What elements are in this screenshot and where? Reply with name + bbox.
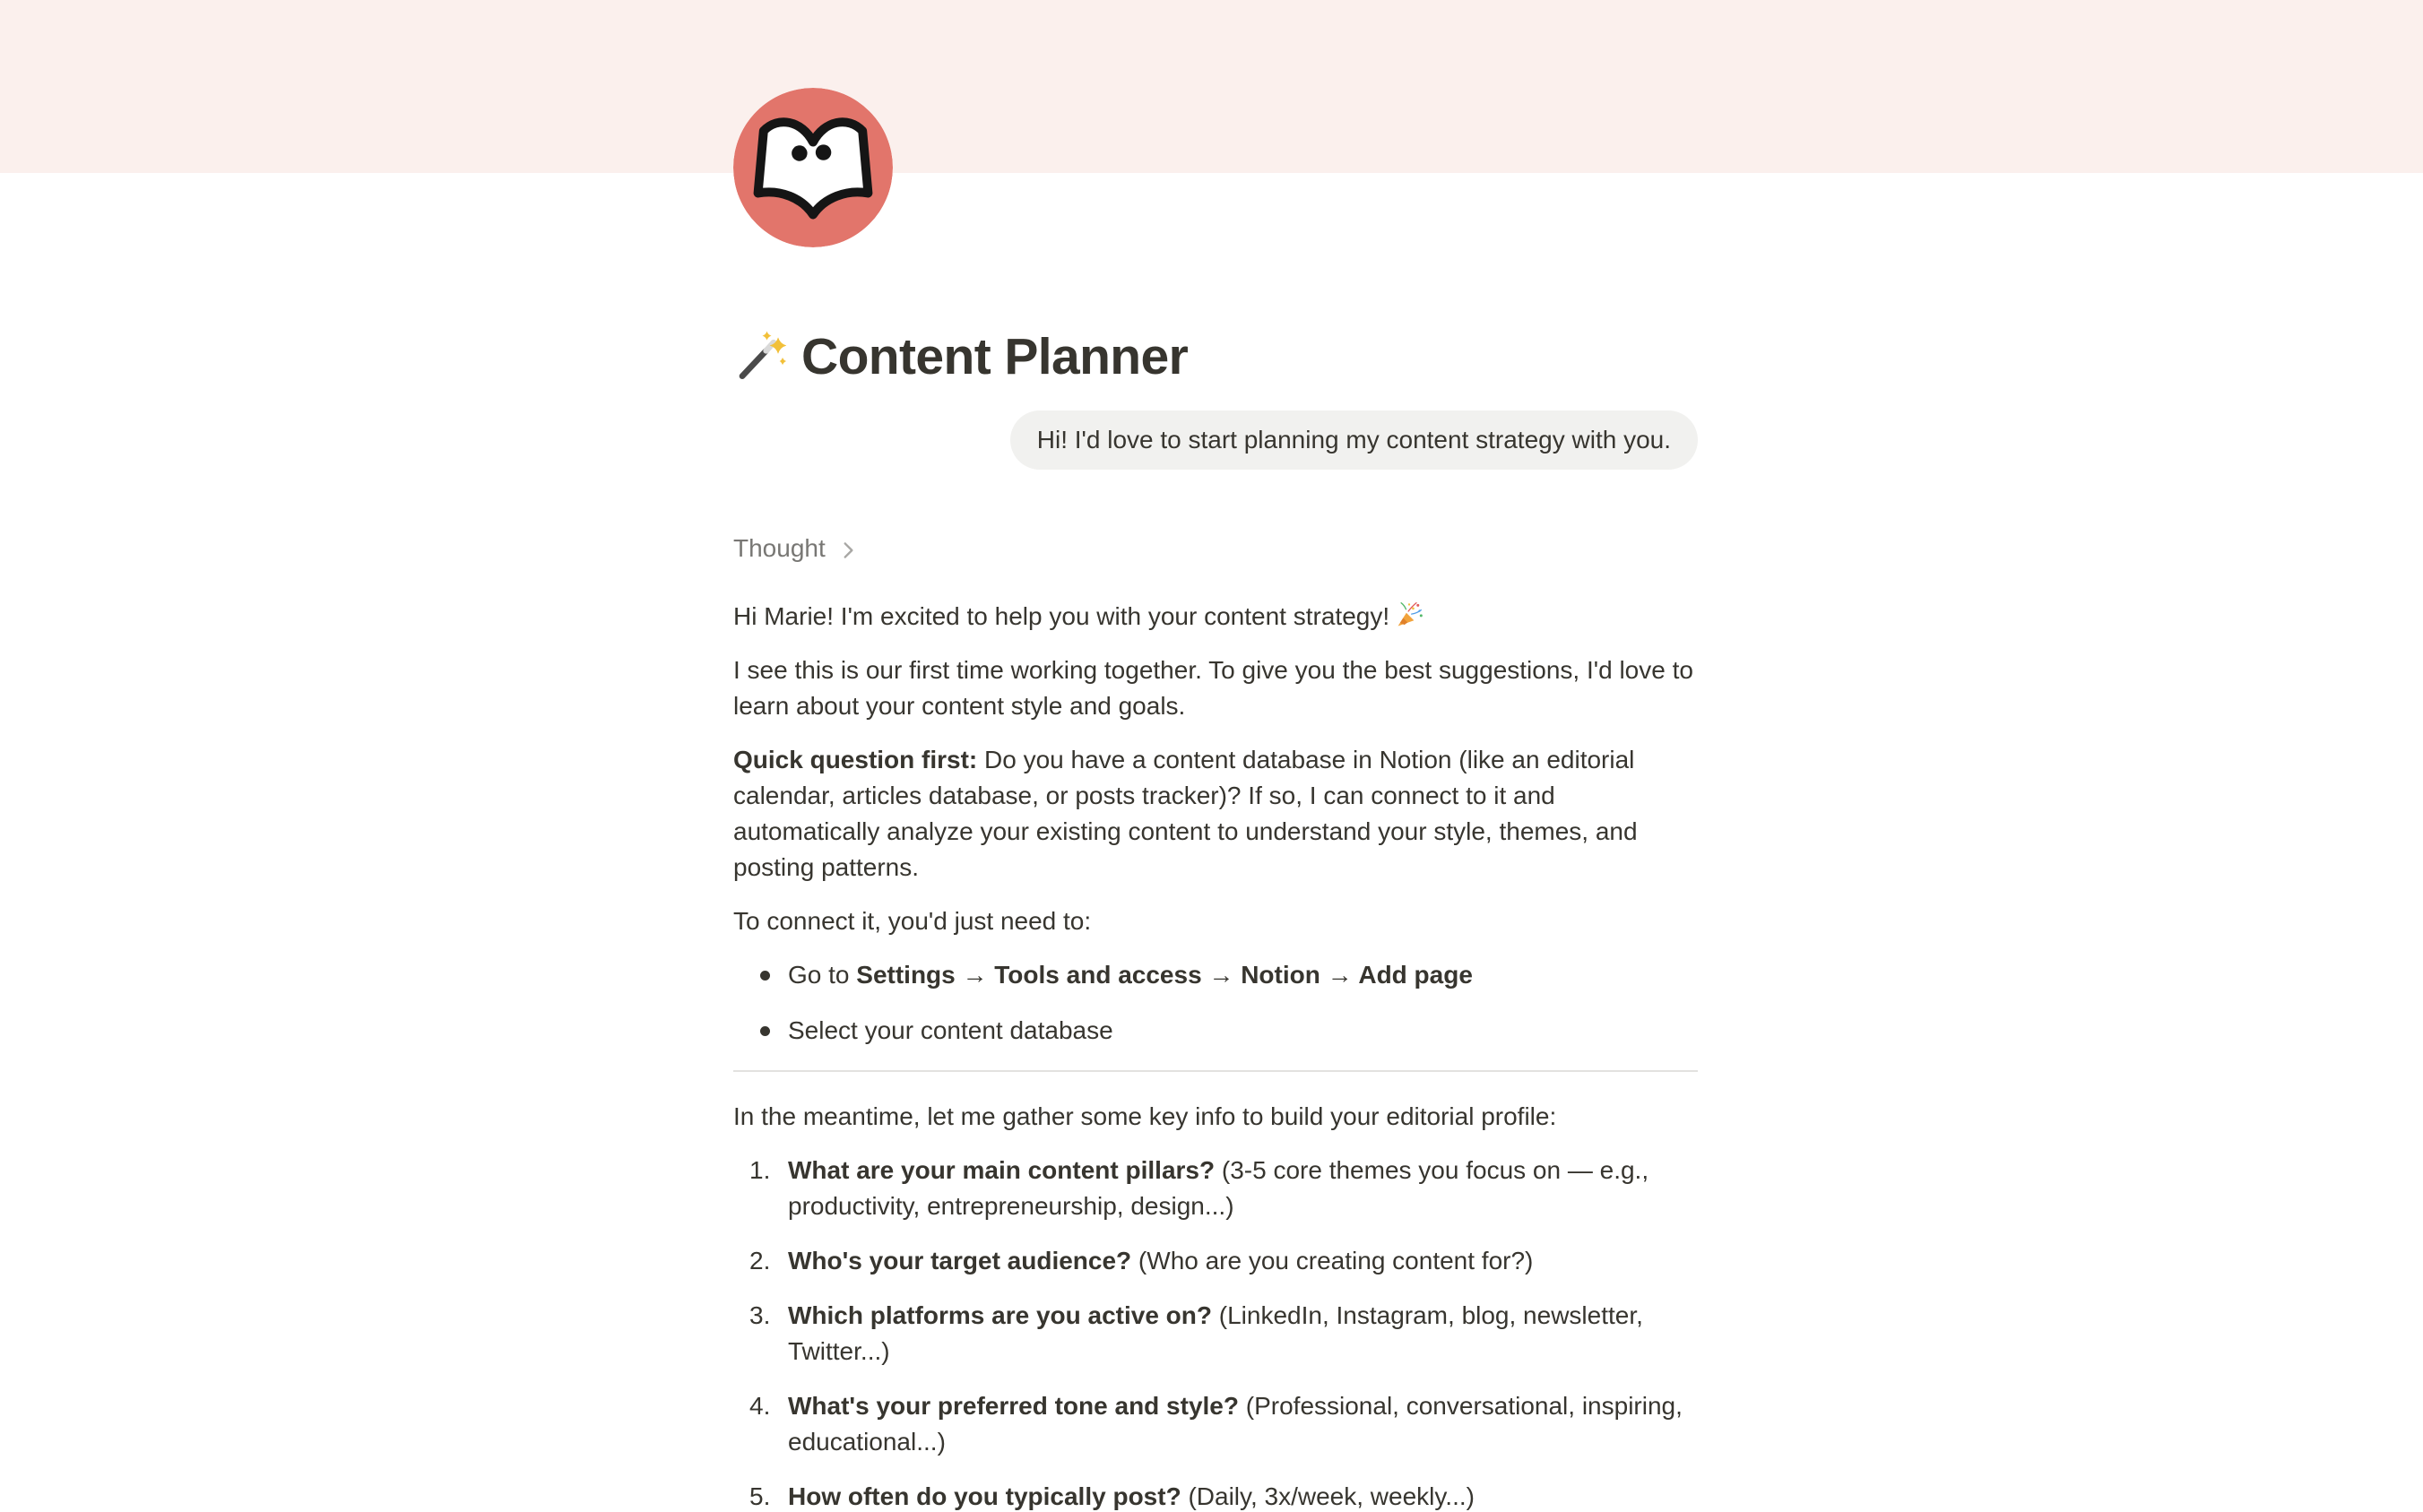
- questions-list: [733, 1153, 1698, 1512]
- question-rest: (Professional, conversational, inspiring, educational...): [788, 1392, 1683, 1456]
- bullet-marker: [733, 1013, 788, 1049]
- step-prefix: Go to: [788, 961, 857, 989]
- question-bold: What's your preferred tone and style?: [788, 1392, 1239, 1420]
- divider: [733, 1070, 1698, 1072]
- number-marker: 3.: [749, 1301, 771, 1329]
- question-rest: (LinkedIn, Instagram, blog, newsletter, Twitter...): [788, 1301, 1643, 1365]
- list-item-text: [788, 1153, 1698, 1224]
- quick-question-bold: Quick question first:: [733, 746, 978, 773]
- list-item: [733, 957, 1698, 993]
- list-item-text: [788, 1388, 1698, 1460]
- list-item: [733, 1388, 1698, 1460]
- question-rest: (Who are you creating content for?): [1131, 1247, 1534, 1274]
- assistant-message: [733, 599, 1698, 1512]
- page-title-text: Content Planner: [801, 328, 1189, 385]
- number-marker: 1.: [749, 1156, 771, 1184]
- quick-question-rest: Do you have a content database in Notion (like an editorial calendar, articles database, or posts tracker)? If so, I can connect to it and automatically analyze your existing content to understand your style, themes, and posting patterns.: [733, 746, 1638, 881]
- connect-intro-paragraph: To connect it, you'd just need to:: [733, 907, 1092, 935]
- list-item-text: [788, 957, 1698, 993]
- question-bold: Which platforms are you active on?: [788, 1301, 1212, 1329]
- question-bold: What are your main content pillars?: [788, 1156, 1216, 1184]
- thought-label: Thought: [733, 534, 826, 562]
- list-item: [733, 1298, 1698, 1369]
- question-rest: (3-5 core themes you focus on — e.g., productivity, entrepreneurship, design...): [788, 1156, 1649, 1220]
- list-item: [733, 1243, 1698, 1279]
- meantime-paragraph: In the meantime, let me gather some key info to build your editorial profile:: [733, 1102, 1557, 1130]
- user-message-row: [733, 410, 1698, 470]
- open-book-icon: [733, 88, 893, 247]
- page-content: [733, 88, 1698, 1512]
- list-item: [733, 1153, 1698, 1224]
- thought-toggle[interactable]: [733, 532, 860, 565]
- question-bold: How often do you typically post?: [788, 1482, 1181, 1510]
- list-item-text: [788, 1243, 1698, 1279]
- intro-paragraph: I see this is our first time working together. To give you the best suggestions, I'd love to learn about your content style and goals.: [733, 656, 1693, 720]
- list-item: [733, 1013, 1698, 1049]
- greeting-paragraph: [733, 599, 1698, 635]
- step-bold: Settings → Tools and access → Notion → Add page: [856, 961, 1473, 989]
- question-rest: (Daily, 3x/week, weekly...): [1181, 1482, 1475, 1510]
- list-item-text: [788, 1298, 1698, 1369]
- page-icon-avatar[interactable]: [733, 88, 893, 247]
- chevron-right-icon: [836, 539, 860, 562]
- magic-wand-emoji-icon: [733, 330, 787, 384]
- number-marker: 2.: [749, 1247, 771, 1274]
- party-popper-emoji-icon: [1395, 600, 1424, 629]
- list-item-text: Select your content database: [788, 1016, 1113, 1044]
- quick-question-paragraph: [733, 742, 1698, 886]
- user-message-bubble: [1010, 410, 1698, 470]
- list-item-text: [788, 1479, 1698, 1512]
- number-marker: 4.: [749, 1392, 771, 1420]
- number-marker: 5.: [749, 1482, 771, 1510]
- question-bold: Who's your target audience?: [788, 1247, 1132, 1274]
- page-title[interactable]: [733, 326, 1698, 387]
- connect-steps-list: [733, 957, 1698, 1049]
- bullet-marker: [733, 957, 788, 993]
- user-message-text: Hi! I'd love to start planning my content strategy with you.: [1036, 426, 1671, 454]
- greeting-text: Hi Marie! I'm excited to help you with your content strategy!: [733, 602, 1390, 630]
- list-item: [733, 1479, 1698, 1512]
